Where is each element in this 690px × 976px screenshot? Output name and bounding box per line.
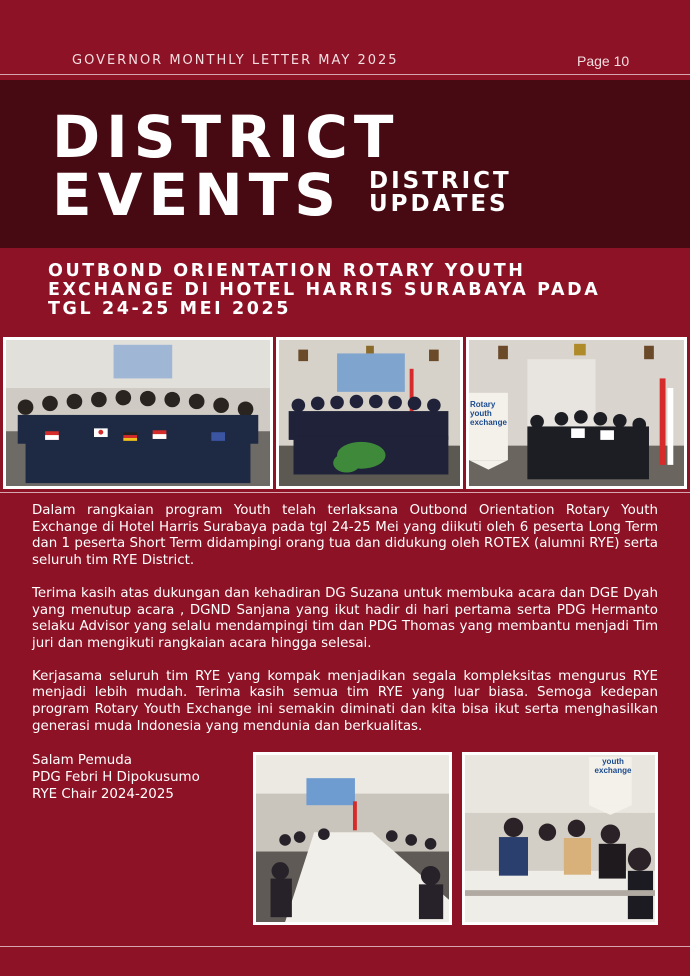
- banner-subtitle-line2: UPDATES: [369, 191, 509, 217]
- paragraph-3: Kerjasama seluruh tim RYE yang kompak menjadikan segala kompleksitas mengurus RYE menjadi lebih mudah. Terima kasih semua tim RYE yang luar biasa. Semoga kedepan program Rotary Youth Exchange ini semakin diminati dan kita bisa ikut serta menghasilkan generasi muda Indonesia yang mendunia dan berkualitas.: [32, 668, 658, 734]
- signature-name: PDG Febri H Dipokusumo: [32, 770, 200, 785]
- event-heading-line2: EXCHANGE DI HOTEL HARRIS SURABAYA PADA: [48, 280, 601, 300]
- page-number: Page 10: [577, 53, 630, 69]
- banner-title-line2: EVENTS: [52, 161, 343, 229]
- newsletter-title: GOVERNOR MONTHLY LETTER MAY 2025: [72, 53, 399, 68]
- event-heading-line1: OUTBOND ORIENTATION ROTARY YOUTH: [48, 261, 526, 281]
- banner-title-line1: DISTRICT: [52, 103, 400, 171]
- event-heading: [48, 262, 648, 319]
- banner-photo-text: Rotary youth exchange: [470, 400, 507, 427]
- photo-divider: [0, 492, 690, 493]
- group-photo-flags: [3, 337, 273, 489]
- footer-divider: [0, 946, 690, 947]
- participants-photo: [462, 752, 658, 925]
- paragraph-2: Terima kasih atas dukungan dan kehadiran DG Suzana untuk membuka acara dan DGE Dyah yang menutup acara , DGND Sanjana yang ikut hadir di hari pertama serta PDG Hermanto selaku Advisor yang selalu mendampingi tim dan PDG Thomas yang membantu menjadi Tim juri dan mengikuti rangkaian acara hingga selesai.: [32, 585, 658, 651]
- meeting-room-photo: [253, 752, 452, 925]
- section-banner: [0, 80, 690, 248]
- group-photo-room: [276, 337, 463, 489]
- banner-subtitle-line1: DISTRICT: [369, 168, 512, 194]
- signature-role: RYE Chair 2024-2025: [32, 787, 174, 802]
- signature-greeting: Salam Pemuda: [32, 753, 133, 768]
- header-divider: [0, 74, 690, 75]
- page-header: [0, 0, 690, 74]
- article-body: [32, 503, 658, 751]
- event-heading-line3: TGL 24-25 MEI 2025: [48, 299, 292, 319]
- paragraph-1: Dalam rangkaian program Youth telah terlaksana Outbond Orientation Rotary Youth Exchange di Hotel Harris Surabaya pada tgl 24-25 Mei yang diikuti oleh 6 peserta Long Term dan 1 peserta Short Term didampingi orang tua dan didukung oleh ROTEX (alumni RYE) serta seluruh tim RYE District.: [32, 503, 658, 569]
- signature-block: [32, 752, 200, 803]
- banner-photo-text-2: youth exchange: [594, 757, 632, 775]
